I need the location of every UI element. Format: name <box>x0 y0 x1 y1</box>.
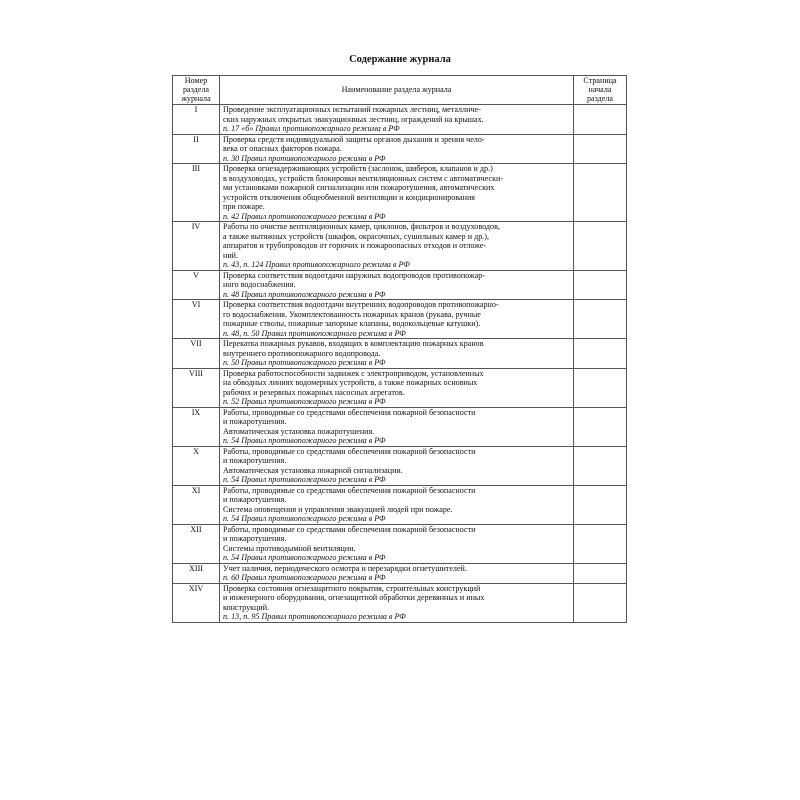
start-page-cell[interactable] <box>574 164 627 222</box>
section-name <box>220 368 574 407</box>
start-page-cell[interactable] <box>574 270 627 300</box>
header-line: раздела <box>586 93 614 103</box>
section-name-line: Работы, проводимые со средствами обеспечения пожарной безопасности <box>223 407 476 417</box>
table-row <box>173 339 627 369</box>
start-page-cell[interactable] <box>574 407 627 446</box>
section-name-line: Система оповещения и управления эвакуацией людей при пожаре. <box>223 504 453 514</box>
section-name-line: и пожаротушения. <box>223 417 287 427</box>
table-row <box>173 134 627 164</box>
start-page-cell[interactable] <box>574 583 627 622</box>
section-number: XII <box>173 524 220 563</box>
regulation-reference: п. 48, п. 50 Правил противопожарного режима в РФ <box>223 328 406 338</box>
section-name <box>220 583 574 622</box>
regulation-reference: п. 54 Правил противопожарного режима в РФ <box>223 553 386 563</box>
start-page-cell[interactable] <box>574 134 627 164</box>
section-name <box>220 563 574 583</box>
section-name-line: конструкций. <box>223 602 270 612</box>
header-section-name: Наименование раздела журнала <box>220 76 574 105</box>
regulation-reference: п. 48 Правил противопожарного режима в РФ <box>223 289 386 299</box>
section-name-line: Перекатка пожарных рукавов, входящих в комплектацию пожарных кранов <box>223 339 484 349</box>
regulation-reference: п. 50 Правил противопожарного режима в РФ <box>223 358 386 368</box>
section-name <box>220 164 574 222</box>
section-name-line: рабочих и резервных пожарных насосных агрегатов. <box>223 387 405 397</box>
start-page-cell[interactable] <box>574 524 627 563</box>
section-name-line: Проверка огнезадерживающих устройств (заслонок, шиберов, клапанов и др.) <box>223 164 493 174</box>
section-number: I <box>173 105 220 135</box>
section-number: VII <box>173 339 220 369</box>
section-name-line: внутреннего противопожарного водопровода. <box>223 348 381 358</box>
section-number: XIII <box>173 563 220 583</box>
section-name-line: и пожаротушения. <box>223 534 287 544</box>
table-row <box>173 164 627 222</box>
section-name <box>220 446 574 485</box>
header-line: журнала <box>181 93 211 103</box>
section-name-line: а также вытяжных устройств (шкафов, окрасочных, сушильных камер и др.), <box>223 231 489 241</box>
section-name-line: Автоматическая установка пожаротушения. <box>223 426 375 436</box>
section-name <box>220 339 574 369</box>
header-line: Номер <box>184 76 208 85</box>
regulation-reference: п. 17 «б» Правил противопожарного режима в РФ <box>223 124 400 134</box>
section-name-line: Проверка состояния огнезащитного покрытия, строительных конструкций <box>223 583 481 593</box>
regulation-reference: п. 43, п. 124 Правил противопожарного режима в РФ <box>223 260 410 270</box>
table-row <box>173 524 627 563</box>
section-name-line: при пожаре. <box>223 202 265 212</box>
section-name-line: Проверка средств индивидуальной защиты органов дыхания и зрения чело- <box>223 134 485 144</box>
start-page-cell[interactable] <box>574 485 627 524</box>
section-name <box>220 222 574 271</box>
contents-table <box>172 75 627 623</box>
table-row <box>173 270 627 300</box>
section-name-line: Проверка соответствия водоотдачи внутренних водопроводов противопожарно- <box>223 300 499 310</box>
start-page-cell[interactable] <box>574 446 627 485</box>
section-name-line: пожарные стволы, пожарные запорные клапаны, водокольцевые катушки). <box>223 319 481 329</box>
section-name-line: ми установками пожарной сигнализации или пожаротушения, автоматических <box>223 183 495 193</box>
table-header-row <box>173 76 627 105</box>
section-number: VIII <box>173 368 220 407</box>
start-page-cell[interactable] <box>574 222 627 271</box>
table-row <box>173 485 627 524</box>
section-name-line: Учет наличия, периодического осмотра и перезарядки огнетушителей. <box>223 563 467 573</box>
regulation-reference: п. 42 Правил противопожарного режима в РФ <box>223 211 386 221</box>
section-name-line: ного водоснабжения. <box>223 280 296 290</box>
section-name <box>220 105 574 135</box>
table-row <box>173 300 627 339</box>
table-row <box>173 407 627 446</box>
header-line: раздела <box>182 84 210 94</box>
section-number: V <box>173 270 220 300</box>
table-row <box>173 446 627 485</box>
table-row <box>173 583 627 622</box>
section-name-line: Работы, проводимые со средствами обеспечения пожарной безопасности <box>223 524 476 534</box>
section-number: VI <box>173 300 220 339</box>
regulation-reference: п. 13, п. 95 Правил противопожарного режима в РФ <box>223 612 406 622</box>
regulation-reference: п. 30 Правил противопожарного режима в РФ <box>223 153 386 163</box>
section-name-line: Системы противодымной вентиляции. <box>223 543 356 553</box>
start-page-cell[interactable] <box>574 300 627 339</box>
section-name-line: устройств отключения общеобменной вентиляции и кондиционирования <box>223 192 475 202</box>
section-name-line: Работы по очистке вентиляционных камер, циклонов, фильтров и воздуховодов, <box>223 222 500 232</box>
section-name-line: Автоматическая установка пожарной сигнализации. <box>223 465 403 475</box>
section-name-line: ских наружных открытых эвакуационных лестниц, ограждений на крышах. <box>223 114 484 124</box>
section-name-line: Проведение эксплуатационных испытаний пожарных лестниц, металличе- <box>223 105 481 115</box>
section-name <box>220 407 574 446</box>
table-row <box>173 105 627 135</box>
start-page-cell[interactable] <box>574 105 627 135</box>
section-name <box>220 300 574 339</box>
section-name <box>220 134 574 164</box>
header-line: начала <box>588 84 612 94</box>
start-page-cell[interactable] <box>574 368 627 407</box>
regulation-reference: п. 54 Правил противопожарного режима в РФ <box>223 514 386 524</box>
section-name-line: Проверка соответствия водоотдачи наружных водопроводов противопожар- <box>223 270 485 280</box>
regulation-reference: п. 52 Правил противопожарного режима в РФ <box>223 397 386 407</box>
section-name <box>220 270 574 300</box>
header-section-number <box>173 76 220 105</box>
section-number: XIV <box>173 583 220 622</box>
regulation-reference: п. 60 Правил противопожарного режима в РФ <box>223 573 386 583</box>
table-body <box>173 105 627 623</box>
section-name-line: аппаратов и трубопроводов от горючих и пожароопасных отходов и отложе- <box>223 241 487 251</box>
table-row <box>173 563 627 583</box>
section-name-line: Работы, проводимые со средствами обеспечения пожарной безопасности <box>223 446 476 456</box>
header-start-page <box>574 76 627 105</box>
section-name-line: Работы, проводимые со средствами обеспечения пожарной безопасности <box>223 485 476 495</box>
section-name-line: века от опасных факторов пожара. <box>223 144 342 154</box>
section-name-line: на обводных линиях водомерных устройств, а также пожарных основных <box>223 378 478 388</box>
section-name-line: и пожаротушения. <box>223 495 287 505</box>
table-row <box>173 222 627 271</box>
section-name <box>220 485 574 524</box>
start-page-cell[interactable] <box>574 563 627 583</box>
section-number: XI <box>173 485 220 524</box>
page-title: Содержание журнала <box>349 54 451 65</box>
section-number: X <box>173 446 220 485</box>
header-line: Страница <box>583 76 617 85</box>
section-number: IV <box>173 222 220 271</box>
table-row <box>173 368 627 407</box>
section-name-line: Проверка работоспособности задвижек с электроприводом, установленных <box>223 368 484 378</box>
regulation-reference: п. 54 Правил противопожарного режима в РФ <box>223 436 386 446</box>
section-name-line: и инженерного оборудования, огнезащитной обработки деревянных и иных <box>223 593 485 603</box>
regulation-reference: п. 54 Правил противопожарного режима в РФ <box>223 475 386 485</box>
section-name-line: го водоснабжения. Укомплектованность пожарных кранов (рукава, ручные <box>223 309 481 319</box>
section-number: II <box>173 134 220 164</box>
section-number: III <box>173 164 220 222</box>
section-name-line: ний. <box>223 250 239 260</box>
start-page-cell[interactable] <box>574 339 627 369</box>
section-name <box>220 524 574 563</box>
section-name-line: в воздуховодах, устройств блокировки вентиляционных систем с автоматически- <box>223 173 504 183</box>
section-name-line: и пожаротушения. <box>223 456 287 466</box>
section-number: IX <box>173 407 220 446</box>
